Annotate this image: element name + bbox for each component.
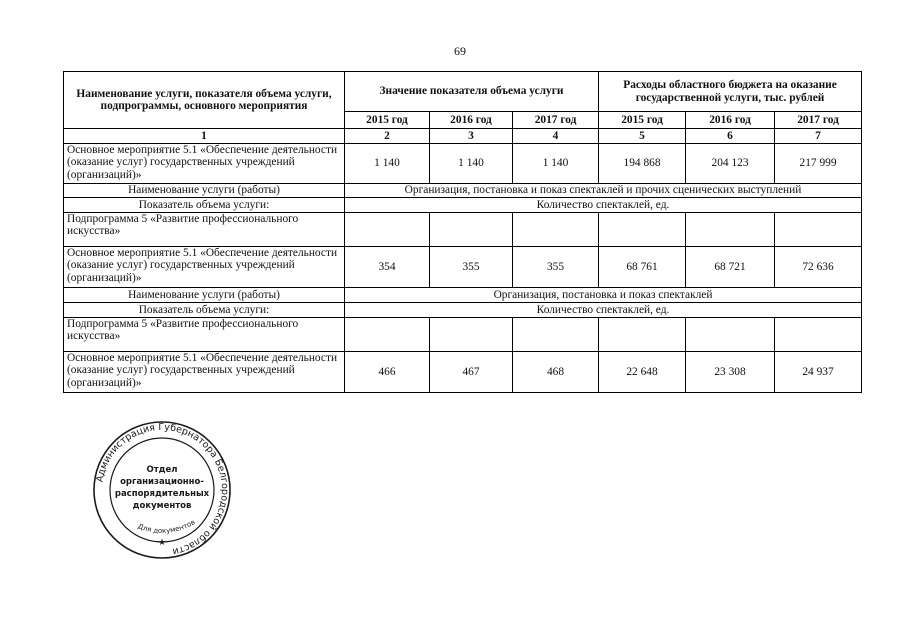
row-name-cell: Показатель объема услуги: xyxy=(64,198,345,213)
table-row xyxy=(64,352,862,393)
stamp-bottom-text: Для документов xyxy=(136,518,197,536)
table-row xyxy=(64,184,862,198)
header-year: 2017 год xyxy=(513,112,599,129)
header-year: 2017 год xyxy=(775,112,862,129)
row-span-cell: Организация, постановка и показ спектаклей xyxy=(345,288,862,303)
column-number: 6 xyxy=(686,129,775,144)
header-year: 2015 год xyxy=(599,112,686,129)
value-cell xyxy=(686,213,775,247)
table-row xyxy=(64,247,862,288)
column-number: 3 xyxy=(430,129,513,144)
value-cell: 355 xyxy=(430,247,513,288)
row-name-cell: Основное мероприятие 5.1 «Обеспечение деятельности (оказание услуг) государственных учреждений (организаций)» xyxy=(64,144,345,184)
budget-table xyxy=(63,71,862,393)
value-cell: 217 999 xyxy=(775,144,862,184)
header-group-budget: Расходы областного бюджета на оказание государственной услуги, тыс. рублей xyxy=(599,72,862,112)
table-row xyxy=(64,288,862,303)
column-number: 4 xyxy=(513,129,599,144)
header-row-numbers xyxy=(64,129,862,144)
value-cell: 466 xyxy=(345,352,430,393)
row-name-cell: Основное мероприятие 5.1 «Обеспечение деятельности (оказание услуг) государственных учреждений (организаций)» xyxy=(64,352,345,393)
value-cell xyxy=(775,318,862,352)
value-cell: 354 xyxy=(345,247,430,288)
value-cell: 23 308 xyxy=(686,352,775,393)
row-span-cell: Количество спектаклей, ед. xyxy=(345,303,862,318)
value-cell xyxy=(430,213,513,247)
column-number: 2 xyxy=(345,129,430,144)
official-stamp xyxy=(92,420,232,560)
value-cell xyxy=(513,213,599,247)
table-row xyxy=(64,198,862,213)
table-row xyxy=(64,303,862,318)
value-cell xyxy=(513,318,599,352)
row-span-cell: Количество спектаклей, ед. xyxy=(345,198,862,213)
column-number: 5 xyxy=(599,129,686,144)
value-cell: 72 636 xyxy=(775,247,862,288)
row-span-cell: Организация, постановка и показ спектаклей и прочих сценических выступлений xyxy=(345,184,862,198)
value-cell xyxy=(345,318,430,352)
table-row xyxy=(64,144,862,184)
svg-text:Для документов xyxy=(137,518,197,535)
value-cell: 68 761 xyxy=(599,247,686,288)
value-cell: 204 123 xyxy=(686,144,775,184)
stamp-line: документов xyxy=(132,501,192,511)
stamp-line: распорядительных xyxy=(114,489,210,499)
header-row-main xyxy=(64,72,862,112)
value-cell xyxy=(686,318,775,352)
row-name-cell: Основное мероприятие 5.1 «Обеспечение деятельности (оказание услуг) государственных учреждений (организаций)» xyxy=(64,247,345,288)
header-group-volume: Значение показателя объема услуги xyxy=(345,72,599,112)
header-col-name: Наименование услуги, показателя объема услуги, подпрограммы, основного мероприятия xyxy=(64,72,345,129)
value-cell: 1 140 xyxy=(430,144,513,184)
value-cell: 1 140 xyxy=(513,144,599,184)
row-name-cell: Подпрограмма 5 «Развитие профессионального искусства» xyxy=(64,213,345,247)
stamp-outer-text: Администрация Губернатора Белгородской области xyxy=(94,421,231,558)
value-cell xyxy=(430,318,513,352)
column-number: 1 xyxy=(64,129,345,144)
row-name-cell: Подпрограмма 5 «Развитие профессионального искусства» xyxy=(64,318,345,352)
value-cell xyxy=(775,213,862,247)
header-year: 2016 год xyxy=(686,112,775,129)
value-cell xyxy=(599,318,686,352)
column-number: 7 xyxy=(775,129,862,144)
value-cell: 468 xyxy=(513,352,599,393)
header-year: 2016 год xyxy=(430,112,513,129)
page-number: 69 xyxy=(454,44,466,58)
value-cell: 467 xyxy=(430,352,513,393)
value-cell xyxy=(599,213,686,247)
table-row xyxy=(64,213,862,247)
value-cell: 355 xyxy=(513,247,599,288)
header-year: 2015 год xyxy=(345,112,430,129)
row-name-cell: Показатель объема услуги: xyxy=(64,303,345,318)
row-name-cell: Наименование услуги (работы) xyxy=(64,288,345,303)
value-cell: 68 721 xyxy=(686,247,775,288)
stamp-line: Отдел xyxy=(146,465,178,475)
stamp-line: организационно- xyxy=(120,477,204,487)
value-cell: 24 937 xyxy=(775,352,862,393)
star-icon: ★ xyxy=(157,537,167,547)
value-cell: 1 140 xyxy=(345,144,430,184)
row-name-cell: Наименование услуги (работы) xyxy=(64,184,345,198)
value-cell: 22 648 xyxy=(599,352,686,393)
value-cell xyxy=(345,213,430,247)
table-row xyxy=(64,318,862,352)
value-cell: 194 868 xyxy=(599,144,686,184)
